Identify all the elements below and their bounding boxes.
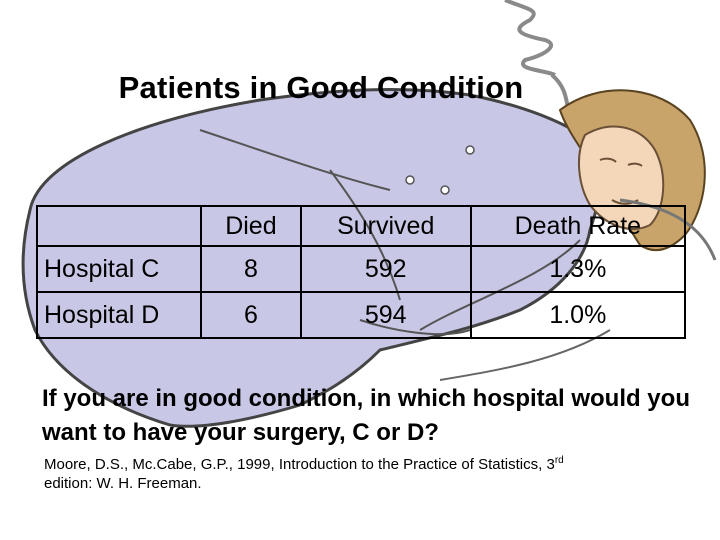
- citation-tail: edition: W. H. Freeman.: [44, 475, 202, 492]
- cell-survived: 594: [301, 292, 471, 338]
- cell-died: 6: [201, 292, 301, 338]
- slide-title-text: Patients in Good Condition: [118, 70, 524, 105]
- row-label-hospital-d: Hospital D: [37, 292, 201, 338]
- hospital-outcomes-table: [36, 205, 686, 339]
- table-corner-cell: [37, 206, 201, 246]
- row-label-hospital-c: Hospital C: [37, 246, 201, 292]
- cell-death-rate: 1.3%: [471, 246, 685, 292]
- table-row: [37, 246, 685, 292]
- column-header-survived: Survived: [301, 206, 471, 246]
- column-header-death-rate: Death Rate: [471, 206, 685, 246]
- table-header-row: [37, 206, 685, 246]
- table-row: [37, 292, 685, 338]
- citation-main: Moore, D.S., Mc.Cabe, G.P., 1999, Introduction to the Practice of Statistics, 3: [44, 456, 555, 473]
- question-text: If you are in good condition, in which hospital would you want to have your surgery, C or D?: [42, 385, 690, 446]
- citation-superscript: rd: [554, 455, 564, 466]
- cell-died: 8: [201, 246, 301, 292]
- slide-title: [0, 70, 720, 106]
- cell-survived: 592: [301, 246, 471, 292]
- citation: [44, 455, 684, 493]
- cell-death-rate: 1.0%: [471, 292, 685, 338]
- column-header-died: Died: [201, 206, 301, 246]
